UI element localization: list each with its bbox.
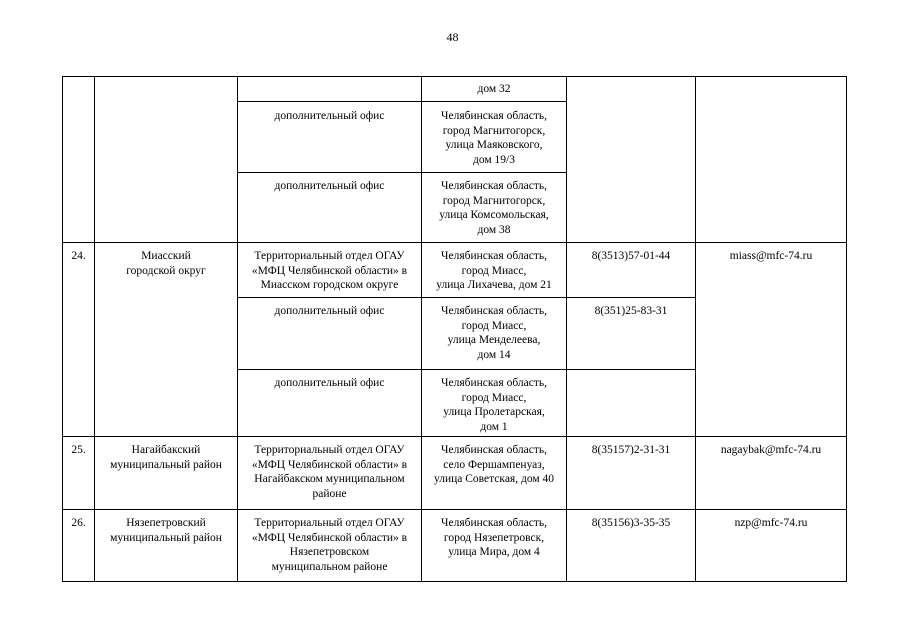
office-type-cell: дополнительный офис	[274, 110, 385, 122]
office-type-cell: дополнительный офис	[274, 377, 385, 389]
email-cell: nzp@mfc-74.ru	[734, 517, 808, 529]
district-cell: Миасский городской округ	[126, 250, 206, 277]
address-cell: Челябинская область, город Миасс, улица Лихачева, дом 21	[436, 250, 552, 291]
office-type-cell: дополнительный офис	[274, 180, 385, 192]
district-cell: Нагайбакский муниципальный район	[110, 444, 222, 471]
phone-cell: 8(35156)3-35-35	[591, 517, 671, 529]
address-cell: Челябинская область, село Фершампенуаз, улица Советская, дом 40	[433, 444, 555, 485]
email-cell: nagaybak@mfc-74.ru	[720, 444, 822, 456]
address-cell: дом 32	[477, 83, 511, 95]
address-cell: Челябинская область, город Магнитогорск, улица Комсомольская, дом 38	[439, 180, 549, 236]
row-number-cell: 24.	[71, 250, 86, 262]
district-cell: Нязепетровский муниципальный район	[110, 517, 222, 544]
office-type-cell: дополнительный офис	[274, 305, 385, 317]
phone-cell: 8(351)25-83-31	[594, 305, 668, 317]
office-name-cell: Территориальный отдел ОГАУ «МФЦ Челябинской области» в Нязепетровском муниципальном районе	[251, 517, 408, 573]
email-cell: miass@mfc-74.ru	[729, 250, 813, 262]
office-name-cell: Территориальный отдел ОГАУ «МФЦ Челябинской области» в Миасском городском округе	[251, 250, 408, 291]
row-number-cell: 26.	[71, 517, 86, 529]
office-name-cell: Территориальный отдел ОГАУ «МФЦ Челябинской области» в Нагайбакском муниципальном районе	[251, 444, 408, 500]
address-cell: Челябинская область, город Миасс, улица Менделеева, дом 14	[441, 305, 547, 361]
address-cell: Челябинская область, город Нязепетровск, улица Мира, дом 4	[441, 517, 547, 558]
page-number: 48	[446, 30, 459, 44]
phone-cell: 8(3513)57-01-44	[591, 250, 671, 262]
address-cell: Челябинская область, город Миасс, улица Пролетарская, дом 1	[441, 377, 547, 433]
address-cell: Челябинская область, город Магнитогорск, улица Маяковского, дом 19/3	[441, 110, 547, 166]
phone-cell: 8(35157)2-31-31	[591, 444, 671, 456]
row-number-cell: 25.	[71, 444, 86, 456]
